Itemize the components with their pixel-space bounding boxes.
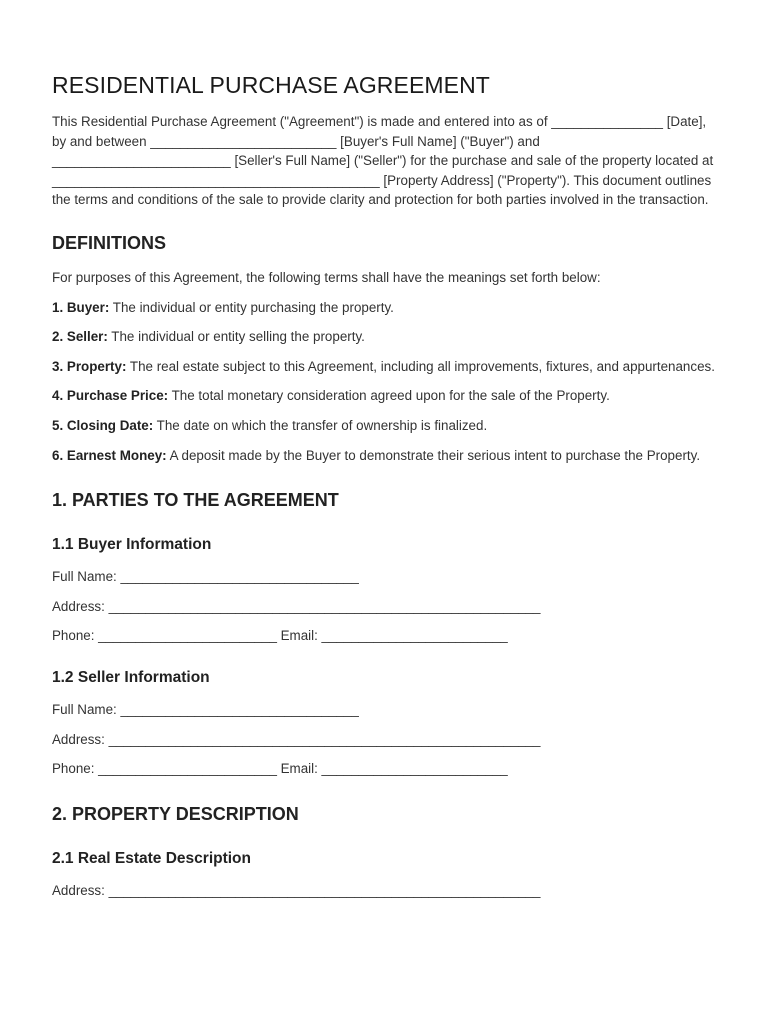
buyer-address-field: Address: __________________________________________________________ bbox=[52, 598, 541, 614]
seller-address-field: Address: __________________________________________________________ bbox=[52, 731, 541, 747]
definition-term: 5. Closing Date: bbox=[52, 417, 154, 433]
definition-text: The total monetary consideration agreed upon for the sale of the Property. bbox=[168, 388, 610, 404]
definition-term: 4. Purchase Price: bbox=[52, 388, 169, 404]
buyer-info-heading: 1.1 Buyer Information bbox=[52, 536, 212, 554]
definition-item bbox=[52, 298, 722, 318]
section2-heading: 2. PROPERTY DESCRIPTION bbox=[52, 803, 299, 824]
definition-text: The individual or entity purchasing the property. bbox=[109, 299, 394, 315]
definition-text: The real estate subject to this Agreement, including all improvements, fixtures, and appurtenances. bbox=[126, 358, 715, 374]
definition-text: The date on which the transfer of ownership is finalized. bbox=[153, 417, 488, 433]
definition-item bbox=[52, 386, 722, 406]
definition-item bbox=[52, 446, 722, 466]
definition-item bbox=[52, 416, 722, 436]
buyer-phone-email-field: Phone: ________________________ Email: _________________________ bbox=[52, 628, 508, 644]
definition-item bbox=[52, 357, 722, 377]
real-estate-heading: 2.1 Real Estate Description bbox=[52, 849, 251, 867]
definition-text: The individual or entity selling the property. bbox=[107, 329, 365, 345]
definition-text: A deposit made by the Buyer to demonstrate their serious intent to purchase the Property. bbox=[166, 447, 701, 463]
buyer-full-name-field: Full Name: ________________________________ bbox=[52, 569, 359, 585]
intro-paragraph: This Residential Purchase Agreement ("Agreement") is made and entered into as of _______________ [Date], by and between _________________________ [Buyer's Full Name] ("Buyer") and ________________________ [Seller's Full Name] ("Seller") for the purchase and sale of the property located at ____________________________________________ [Property Address] ("Property"). This document outlines the terms and conditions of the sale to provide clarity and protection for both parties involved in the transaction. bbox=[52, 114, 714, 208]
definition-term: 2. Seller: bbox=[52, 329, 108, 345]
seller-info-heading: 1.2 Seller Information bbox=[52, 668, 210, 686]
definitions-lead: For purposes of this Agreement, the following terms shall have the meanings set forth below: bbox=[52, 269, 601, 285]
definition-item bbox=[52, 327, 722, 347]
section1-heading: 1. PARTIES TO THE AGREEMENT bbox=[52, 490, 339, 511]
definition-term: 6. Earnest Money: bbox=[52, 447, 167, 463]
definition-term: 1. Buyer: bbox=[52, 299, 110, 315]
seller-phone-email-field: Phone: ________________________ Email: _________________________ bbox=[52, 761, 508, 777]
property-address-field: Address: __________________________________________________________ bbox=[52, 882, 541, 898]
document-page bbox=[52, 70, 722, 900]
definitions-heading: DEFINITIONS bbox=[52, 232, 167, 253]
definition-term: 3. Property: bbox=[52, 358, 127, 374]
document-title: RESIDENTIAL PURCHASE AGREEMENT bbox=[52, 72, 490, 98]
seller-full-name-field: Full Name: ________________________________ bbox=[52, 701, 359, 717]
